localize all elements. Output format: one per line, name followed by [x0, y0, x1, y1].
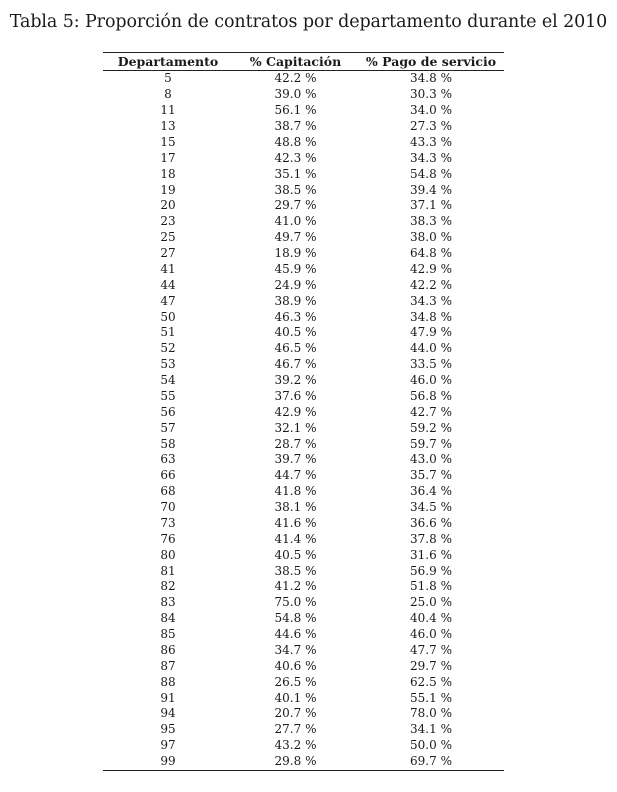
- cell-pago-servicio: 62.5 %: [410, 674, 452, 689]
- cell-departamento: 99: [160, 754, 176, 769]
- table-row: [103, 150, 504, 166]
- cell-departamento: 56: [160, 404, 176, 419]
- cell-capitacion: 44.7 %: [274, 468, 317, 483]
- cell-pago-servicio: 59.7 %: [410, 436, 452, 451]
- table-row: [103, 389, 504, 405]
- cell-departamento: 27: [160, 246, 176, 261]
- cell-pago-servicio: 25.0 %: [410, 595, 452, 610]
- cell-pago-servicio: 31.6 %: [410, 547, 452, 562]
- cell-departamento: 23: [160, 214, 176, 229]
- table-row: [103, 516, 504, 532]
- table-row: [103, 643, 504, 659]
- cell-pago-servicio: 46.0 %: [410, 627, 452, 642]
- cell-departamento: 18: [160, 166, 176, 181]
- cell-capitacion: 46.7 %: [274, 357, 317, 372]
- cell-departamento: 68: [160, 484, 176, 499]
- cell-capitacion: 41.6 %: [274, 515, 317, 530]
- table-row: [103, 674, 504, 690]
- table-row: [103, 214, 504, 230]
- table-row: [103, 87, 504, 103]
- cell-capitacion: 41.4 %: [274, 531, 317, 546]
- cell-capitacion: 46.5 %: [274, 341, 317, 356]
- header-departamento: Departamento: [117, 54, 219, 69]
- cell-capitacion: 44.6 %: [274, 627, 317, 642]
- cell-departamento: 13: [160, 119, 176, 134]
- cell-departamento: 57: [160, 420, 176, 435]
- cell-pago-servicio: 64.8 %: [410, 246, 452, 261]
- cell-departamento: 85: [160, 627, 176, 642]
- table-row: [103, 611, 504, 627]
- table-row: [103, 627, 504, 643]
- cell-departamento: 95: [160, 722, 176, 737]
- cell-departamento: 76: [160, 531, 176, 546]
- cell-capitacion: 56.1 %: [274, 103, 317, 118]
- cell-departamento: 91: [160, 690, 176, 705]
- cell-departamento: 55: [160, 388, 176, 403]
- cell-pago-servicio: 42.7 %: [410, 404, 452, 419]
- cell-departamento: 51: [160, 325, 176, 340]
- cell-capitacion: 42.3 %: [274, 150, 317, 165]
- cell-pago-servicio: 43.0 %: [410, 452, 452, 467]
- cell-departamento: 8: [164, 87, 172, 102]
- cell-departamento: 58: [160, 436, 176, 451]
- cell-pago-servicio: 59.2 %: [410, 420, 452, 435]
- cell-pago-servicio: 47.7 %: [410, 642, 452, 657]
- table-row: [103, 357, 504, 373]
- cell-capitacion: 38.5 %: [274, 182, 317, 197]
- cell-capitacion: 37.6 %: [274, 388, 317, 403]
- cell-departamento: 11: [160, 103, 176, 118]
- cell-pago-servicio: 43.3 %: [410, 134, 452, 149]
- cell-pago-servicio: 42.9 %: [410, 261, 452, 276]
- cell-departamento: 70: [160, 500, 176, 515]
- table-row: [103, 309, 504, 325]
- cell-capitacion: 28.7 %: [274, 436, 317, 451]
- table-row: [103, 722, 504, 738]
- cell-capitacion: 39.0 %: [274, 87, 317, 102]
- table-row: [103, 293, 504, 309]
- cell-pago-servicio: 34.5 %: [410, 500, 452, 515]
- table-caption: Tabla 5: Proporción de contratos por departamento durante el 2010: [9, 12, 608, 32]
- cell-pago-servicio: 37.8 %: [410, 531, 452, 546]
- table-row: [103, 690, 504, 706]
- cell-capitacion: 48.8 %: [274, 134, 317, 149]
- cell-pago-servicio: 42.2 %: [410, 277, 452, 292]
- table-row: [103, 579, 504, 595]
- cell-pago-servicio: 29.7 %: [410, 658, 452, 673]
- table-row: [103, 198, 504, 214]
- cell-capitacion: 38.9 %: [274, 293, 317, 308]
- table-row: [103, 547, 504, 563]
- cell-capitacion: 38.1 %: [274, 500, 317, 515]
- cell-departamento: 41: [160, 261, 176, 276]
- cell-pago-servicio: 33.5 %: [410, 357, 452, 372]
- cell-pago-servicio: 36.6 %: [410, 515, 452, 530]
- cell-pago-servicio: 37.1 %: [410, 198, 452, 213]
- cell-capitacion: 41.0 %: [274, 214, 317, 229]
- cell-capitacion: 20.7 %: [274, 706, 317, 721]
- table-row: [103, 563, 504, 579]
- cell-departamento: 87: [160, 658, 176, 673]
- cell-capitacion: 29.8 %: [274, 754, 317, 769]
- cell-capitacion: 27.7 %: [274, 722, 317, 737]
- cell-departamento: 94: [160, 706, 176, 721]
- cell-pago-servicio: 34.0 %: [410, 103, 452, 118]
- table-row: [103, 595, 504, 611]
- cell-departamento: 66: [160, 468, 176, 483]
- cell-departamento: 17: [160, 150, 176, 165]
- table-row: [103, 373, 504, 389]
- table-row: [103, 341, 504, 357]
- cell-pago-servicio: 51.8 %: [410, 579, 452, 594]
- cell-departamento: 86: [160, 642, 176, 657]
- cell-pago-servicio: 34.1 %: [410, 722, 452, 737]
- cell-departamento: 25: [160, 230, 176, 245]
- cell-capitacion: 38.7 %: [274, 119, 317, 134]
- cell-capitacion: 39.2 %: [274, 373, 317, 388]
- cell-departamento: 44: [160, 277, 176, 292]
- cell-pago-servicio: 56.8 %: [410, 388, 452, 403]
- cell-departamento: 54: [160, 373, 176, 388]
- table-row: [103, 738, 504, 754]
- cell-pago-servicio: 44.0 %: [410, 341, 452, 356]
- cell-capitacion: 54.8 %: [274, 611, 317, 626]
- header-row: [103, 53, 504, 71]
- cell-capitacion: 24.9 %: [274, 277, 317, 292]
- cell-pago-servicio: 56.9 %: [410, 563, 452, 578]
- table-row: [103, 325, 504, 341]
- cell-pago-servicio: 78.0 %: [410, 706, 452, 721]
- cell-departamento: 82: [160, 579, 176, 594]
- cell-capitacion: 49.7 %: [274, 230, 317, 245]
- table-row: [103, 500, 504, 516]
- cell-capitacion: 40.1 %: [274, 690, 317, 705]
- cell-pago-servicio: 34.8 %: [410, 309, 452, 324]
- table-row: [103, 71, 504, 87]
- cell-pago-servicio: 50.0 %: [410, 738, 452, 753]
- cell-capitacion: 18.9 %: [274, 246, 317, 261]
- cell-departamento: 88: [160, 674, 176, 689]
- cell-capitacion: 29.7 %: [274, 198, 317, 213]
- table-row: [103, 754, 504, 770]
- cell-capitacion: 38.5 %: [274, 563, 317, 578]
- cell-pago-servicio: 35.7 %: [410, 468, 452, 483]
- table-row: [103, 706, 504, 722]
- table-row: [103, 230, 504, 246]
- cell-pago-servicio: 69.7 %: [410, 754, 452, 769]
- cell-departamento: 81: [160, 563, 176, 578]
- cell-capitacion: 46.3 %: [274, 309, 317, 324]
- table-row: [103, 166, 504, 182]
- cell-pago-servicio: 38.3 %: [410, 214, 452, 229]
- table-row: [103, 135, 504, 151]
- table-body: [103, 71, 504, 771]
- table-row: [103, 420, 504, 436]
- cell-pago-servicio: 36.4 %: [410, 484, 452, 499]
- table-row: [103, 277, 504, 293]
- cell-departamento: 53: [160, 357, 176, 372]
- table-row: [103, 246, 504, 262]
- cell-departamento: 50: [160, 309, 176, 324]
- cell-capitacion: 32.1 %: [274, 420, 317, 435]
- table-row: [103, 436, 504, 452]
- cell-departamento: 52: [160, 341, 176, 356]
- cell-pago-servicio: 47.9 %: [410, 325, 452, 340]
- table-row: [103, 103, 504, 119]
- cell-capitacion: 43.2 %: [274, 738, 317, 753]
- table-header: [103, 53, 504, 71]
- header-pago-servicio: % Pago de servicio: [365, 54, 497, 69]
- table-row: [103, 452, 504, 468]
- cell-pago-servicio: 38.0 %: [410, 230, 452, 245]
- cell-pago-servicio: 34.8 %: [410, 71, 452, 86]
- cell-capitacion: 26.5 %: [274, 674, 317, 689]
- contracts-table: [103, 52, 504, 771]
- cell-departamento: 5: [164, 71, 172, 86]
- cell-capitacion: 42.9 %: [274, 404, 317, 419]
- cell-pago-servicio: 54.8 %: [410, 166, 452, 181]
- cell-capitacion: 34.7 %: [274, 642, 317, 657]
- header-capitacion: % Capitación: [249, 54, 342, 69]
- cell-departamento: 80: [160, 547, 176, 562]
- cell-pago-servicio: 30.3 %: [410, 87, 452, 102]
- cell-pago-servicio: 46.0 %: [410, 373, 452, 388]
- table-row: [103, 182, 504, 198]
- cell-capitacion: 35.1 %: [274, 166, 317, 181]
- cell-pago-servicio: 34.3 %: [410, 293, 452, 308]
- table-row: [103, 262, 504, 278]
- cell-capitacion: 39.7 %: [274, 452, 317, 467]
- cell-capitacion: 40.5 %: [274, 325, 317, 340]
- cell-departamento: 84: [160, 611, 176, 626]
- cell-departamento: 20: [160, 198, 176, 213]
- cell-departamento: 19: [160, 182, 176, 197]
- cell-capitacion: 45.9 %: [274, 261, 317, 276]
- cell-capitacion: 40.5 %: [274, 547, 317, 562]
- table-row: [103, 404, 504, 420]
- cell-pago-servicio: 27.3 %: [410, 119, 452, 134]
- cell-departamento: 63: [160, 452, 176, 467]
- cell-pago-servicio: 40.4 %: [410, 611, 452, 626]
- cell-pago-servicio: 34.3 %: [410, 150, 452, 165]
- cell-departamento: 73: [160, 515, 176, 530]
- table-row: [103, 531, 504, 547]
- cell-pago-servicio: 39.4 %: [410, 182, 452, 197]
- cell-pago-servicio: 55.1 %: [410, 690, 452, 705]
- cell-departamento: 47: [160, 293, 176, 308]
- table-row: [103, 484, 504, 500]
- table-row: [103, 658, 504, 674]
- cell-capitacion: 41.8 %: [274, 484, 317, 499]
- cell-capitacion: 40.6 %: [274, 658, 317, 673]
- table-row: [103, 119, 504, 135]
- cell-departamento: 97: [160, 738, 176, 753]
- cell-capitacion: 42.2 %: [274, 71, 317, 86]
- cell-capitacion: 75.0 %: [274, 595, 317, 610]
- cell-departamento: 15: [160, 134, 176, 149]
- table-row: [103, 468, 504, 484]
- cell-departamento: 83: [160, 595, 176, 610]
- cell-capitacion: 41.2 %: [274, 579, 317, 594]
